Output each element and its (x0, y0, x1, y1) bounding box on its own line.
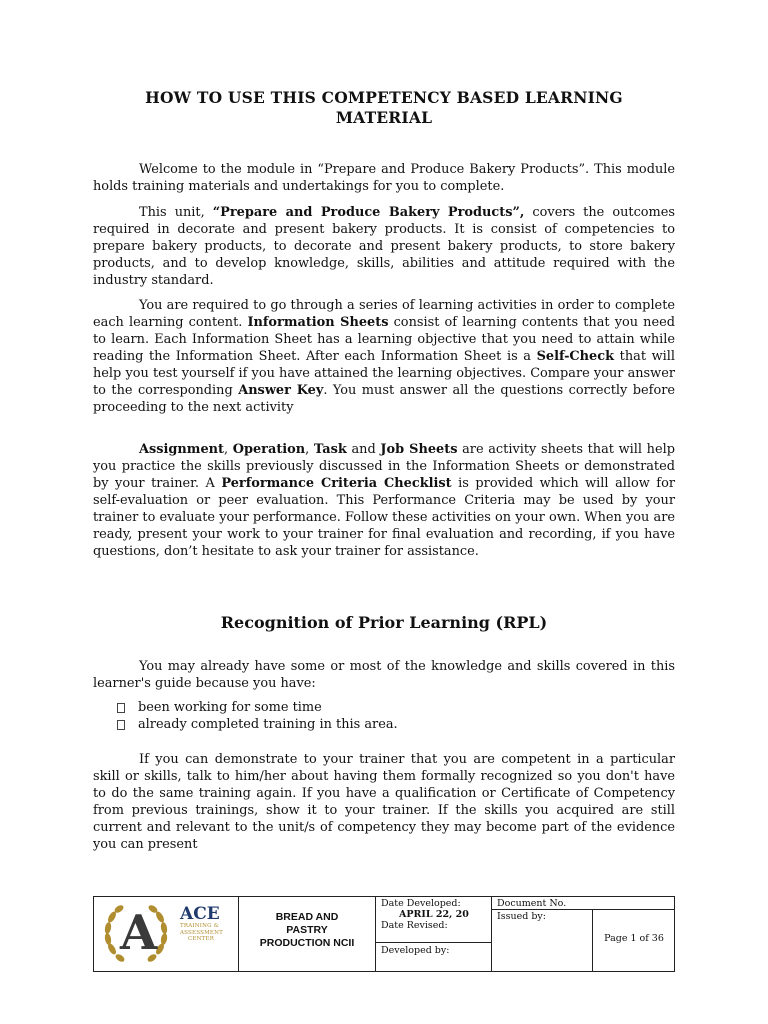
sheets-text-j: is provided which will allow for self-evaluation or peer evaluation. This Performance Criteria may be used by your trainer to evaluate your performance. Follow these activities on your own. When you are ready, present your work to your trainer for final evaluation and recording, if you have questions, don’t hesitate to ask your trainer for assistance. (93, 476, 676, 559)
task-bold: Task (313, 442, 347, 457)
rpl-heading: Recognition of Prior Learning (RPL) (220, 613, 548, 632)
date-developed-label: Date Developed: (381, 898, 461, 909)
unit-text-c: covers the outcomes required in decorate and present bakery products. It is consist of competencies to prepare bakery products, to decorate and present bakery products, to store bakery products, and to develop knowledge, skills, abilities and attitude required with the industry standard. (93, 205, 676, 288)
company-logo (100, 901, 236, 969)
divider (375, 897, 376, 971)
sep-3: and (346, 442, 381, 457)
divider (375, 942, 491, 943)
performance-checklist-bold: Performance Criteria Checklist (221, 476, 452, 491)
title-line-1: HOW TO USE THIS COMPETENCY BASED LEARNING (145, 88, 623, 107)
activities-text-g: . You must answer all the questions correctly before proceeding to the next activity (93, 383, 675, 415)
list-item (117, 699, 398, 716)
checkbox-bullet-icon (117, 703, 125, 713)
date-developed-value: APRIL 22, 20 (399, 909, 469, 920)
logo-wordmark (180, 905, 223, 943)
unit-title-bold: “Prepare and Produce Bakery Products”, (212, 205, 525, 220)
logo-name: ACE (180, 904, 220, 924)
welcome-text: Welcome to the module in “Prepare and Produce Bakery Products”. This module holds training materials and undertakings for you to complete. (93, 162, 675, 194)
page-number: Page 1 of 36 (604, 933, 664, 944)
answer-key-bold: Answer Key (238, 383, 324, 398)
bullet-text: already completed training in this area. (138, 717, 398, 732)
divider (592, 910, 593, 971)
logo-tagline-2: ASSESSMENT (180, 929, 223, 936)
unit-paragraph (93, 204, 675, 289)
document-footer-table (93, 896, 675, 972)
checkbox-bullet-icon (117, 720, 125, 730)
course-line-3: PRODUCTION NCII (259, 937, 355, 949)
bullet-text: been working for some time (138, 700, 322, 715)
activities-text-c: consist of learning contents that you need to learn. Each Information Sheet has a learning objective that you need to attain while reading the Information Sheet. After each Information Sheet is a (93, 315, 675, 364)
rpl-details-paragraph (93, 751, 675, 853)
activities-text-e: that will help you test yourself if you have attained the learning objectives. Compare your answer to the corresponding (93, 349, 675, 398)
logo-tagline-1: TRAINING & (180, 923, 219, 929)
title-line-2: MATERIAL (335, 108, 433, 127)
rpl-bullet-list (117, 699, 398, 733)
course-line-2: PASTRY (286, 924, 328, 936)
divider (491, 909, 674, 910)
course-line-1: BREAD AND (275, 911, 339, 923)
logo-tagline-3: CENTER (188, 936, 215, 942)
welcome-paragraph (93, 161, 675, 195)
logo-letter: A (120, 905, 158, 961)
unit-text-a: This unit, (139, 205, 213, 220)
information-sheets-bold: Information Sheets (247, 315, 389, 330)
activities-paragraph (93, 297, 675, 416)
rpl-details-text: If you can demonstrate to your trainer that you are competent in a particular skill or skills, talk to him/her about having them formally recognized so you don't have to do the same training again. If you have a qualification or Certificate of Competency from previous trainings, show it to your trainer. If the skills you acquired are still current and relevant to the unit/s of competency they may become part of the evidence you can present (93, 752, 675, 852)
date-revised-label: Date Revised: (381, 920, 448, 931)
job-sheets-bold: Job Sheets (380, 442, 458, 457)
sheets-paragraph (93, 441, 675, 560)
list-item (117, 716, 398, 733)
page-title (93, 88, 675, 128)
self-check-bold: Self-Check (536, 349, 615, 364)
operation-bold: Operation (232, 442, 306, 457)
sheets-text-h: are activity sheets that will help you practice the skills previously discussed in the Information Sheets or demonstrated by your trainer. A (93, 442, 675, 491)
date-info (381, 898, 489, 931)
activities-text-a: You are required to go through a series of learning activities in order to complete each learning content. (93, 298, 675, 330)
course-title (239, 911, 375, 950)
rpl-intro-text: You may already have some or most of the knowledge and skills covered in this learner's guide because you have: (93, 659, 675, 691)
sep-1: , (223, 442, 233, 457)
sep-2: , (305, 442, 314, 457)
developed-by-label: Developed by: (381, 945, 450, 956)
rpl-intro-paragraph (93, 658, 675, 692)
issued-by-label: Issued by: (497, 911, 546, 922)
document-no-label: Document No. (497, 898, 567, 909)
assignment-bold: Assignment (139, 442, 224, 457)
